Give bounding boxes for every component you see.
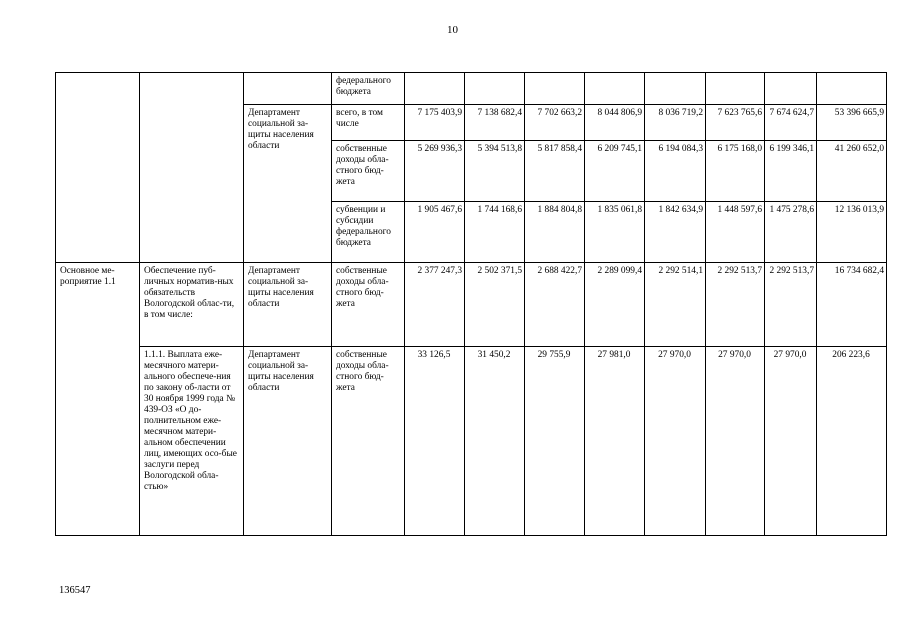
funding-source-cell: собственные доходы обла-стного бюд-жета	[332, 141, 405, 202]
executor-cell: Департамент социальной за-щиты населения области	[244, 263, 332, 347]
value-cell: 7 674 624,7	[765, 105, 817, 141]
value-cell	[525, 73, 585, 105]
value-cell: 8 036 719,2	[645, 105, 706, 141]
value-cell: 1 842 634,9	[645, 202, 706, 263]
budget-table	[55, 72, 887, 536]
value-cell: 1 884 804,8	[525, 202, 585, 263]
value-cell: 5 394 513,8	[465, 141, 525, 202]
value-cell: 29 755,9	[525, 347, 585, 536]
table-row	[56, 347, 887, 536]
value-cell: 6 199 346,1	[765, 141, 817, 202]
name-cell: Обеспечение пуб-личных норматив-ных обязательств Вологодской облас-ти, в том числе:	[140, 263, 244, 347]
value-cell: 5 817 858,4	[525, 141, 585, 202]
value-cell	[645, 73, 706, 105]
value-cell: 2 292 513,7	[765, 263, 817, 347]
executor-cell: Департамент социальной за-щиты населения области	[244, 347, 332, 536]
page-number: 10	[447, 24, 458, 36]
value-cell: 6 194 084,3	[645, 141, 706, 202]
value-cell: 16 734 682,4	[817, 263, 887, 347]
value-cell	[465, 73, 525, 105]
measure-cell: Основное ме-роприятие 1.1	[56, 263, 140, 536]
value-cell: 2 289 099,4	[585, 263, 645, 347]
value-cell	[585, 73, 645, 105]
funding-source-cell: федерального бюджета	[332, 73, 405, 105]
value-cell: 6 175 168,0	[706, 141, 765, 202]
value-cell: 1 475 278,6	[765, 202, 817, 263]
document-id: 136547	[59, 585, 91, 596]
value-cell: 1 448 597,6	[706, 202, 765, 263]
value-cell: 2 292 513,7	[706, 263, 765, 347]
value-cell: 53 396 665,9	[817, 105, 887, 141]
value-cell: 1 744 168,6	[465, 202, 525, 263]
value-cell	[817, 73, 887, 105]
funding-source-cell: субвенции и субсидии федерального бюджета	[332, 202, 405, 263]
funding-source-cell: собственные доходы обла-стного бюд-жета	[332, 263, 405, 347]
executor-cell-empty	[244, 73, 332, 105]
value-cell: 1 905 467,6	[405, 202, 465, 263]
table-row	[56, 263, 887, 347]
value-cell	[405, 73, 465, 105]
value-cell: 27 970,0	[645, 347, 706, 536]
value-cell: 27 970,0	[706, 347, 765, 536]
value-cell: 2 688 422,7	[525, 263, 585, 347]
value-cell: 31 450,2	[465, 347, 525, 536]
value-cell: 7 138 682,4	[465, 105, 525, 141]
value-cell: 7 175 403,9	[405, 105, 465, 141]
value-cell: 5 269 936,3	[405, 141, 465, 202]
value-cell: 7 702 663,2	[525, 105, 585, 141]
value-cell: 206 223,6	[817, 347, 887, 536]
value-cell: 8 044 806,9	[585, 105, 645, 141]
value-cell: 2 292 514,1	[645, 263, 706, 347]
measure-cell-empty	[56, 73, 140, 263]
value-cell: 2 502 371,5	[465, 263, 525, 347]
value-cell: 6 209 745,1	[585, 141, 645, 202]
value-cell: 2 377 247,3	[405, 263, 465, 347]
funding-source-cell: собственные доходы обла-стного бюд-жета	[332, 347, 405, 536]
name-cell: 1.1.1. Выплата еже-месячного матери-ального обеспече-ния по закону об-ласти от 30 ноября 1999 года № 439-ОЗ «О до-полнительном еже-месячном матери-альном обеспечении лиц, имеющих осо-бые заслуги перед Вологодской обла-стью»	[140, 347, 244, 536]
name-cell-empty	[140, 73, 244, 263]
value-cell	[765, 73, 817, 105]
table-row	[56, 73, 887, 105]
value-cell: 12 136 013,9	[817, 202, 887, 263]
funding-source-cell: всего, в том числе	[332, 105, 405, 141]
value-cell: 1 835 061,8	[585, 202, 645, 263]
value-cell	[706, 73, 765, 105]
executor-cell: Департамент социальной за-щиты населения области	[244, 105, 332, 263]
value-cell: 41 260 652,0	[817, 141, 887, 202]
value-cell: 27 981,0	[585, 347, 645, 536]
value-cell: 33 126,5	[405, 347, 465, 536]
value-cell: 27 970,0	[765, 347, 817, 536]
value-cell: 7 623 765,6	[706, 105, 765, 141]
